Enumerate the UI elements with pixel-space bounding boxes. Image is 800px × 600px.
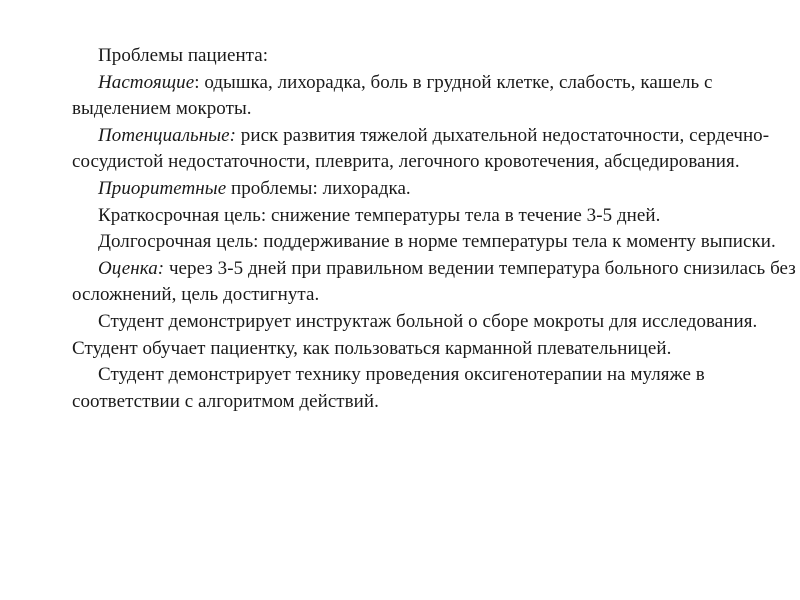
short-term-goal-text: Краткосрочная цель: снижение температуры тела в течение 3-5 дней. [98,204,661,226]
current-problems-text: : одышка, лихорадка, боль в грудной клетке, слабость, кашель с выделением мокроты. [72,71,713,120]
short-term-goal-paragraph [72,203,800,230]
current-problems-paragraph [72,70,800,123]
potential-problems-label: Потенциальные: [98,124,236,146]
priority-problems-text: проблемы: лихорадка. [226,177,411,199]
patient-problems-heading [72,43,800,70]
oxygen-therapy-paragraph [72,362,800,415]
evaluation-text: через 3-5 дней при правильном ведении температура больного снизилась без осложнений, цель достигнута. [72,257,796,306]
oxygen-therapy-text: Студент демонстрирует технику проведения оксигенотерапии на муляже в соответствии с алгоритмом действий. [72,364,705,412]
priority-problems-label: Приоритетные [98,177,227,199]
potential-problems-paragraph [72,123,800,176]
patient-problems-heading-text: Проблемы пациента: [98,45,269,66]
potential-problems-text: риск развития тяжелой дыхательной недостаточности, сердечно-сосудистой недостаточности, плеврита, легочного кровотечения, абсцедирования. [72,124,770,173]
instruction-paragraph [72,309,800,362]
long-term-goal-text: Долгосрочная цель: поддерживание в норме температуры тела к моменту выписки. [98,231,776,253]
priority-problems-paragraph [72,176,800,203]
evaluation-paragraph [72,256,800,309]
text-block [72,43,800,415]
current-problems-label: Настоящие [98,71,195,93]
instruction-text: Студент демонстрирует инструктаж больной о сборе мокроты для исследования. Студент обучает пациентку, как пользоваться карманной плевательницей. [72,310,758,359]
long-term-goal-paragraph [72,229,800,256]
evaluation-label: Оценка: [98,257,165,279]
